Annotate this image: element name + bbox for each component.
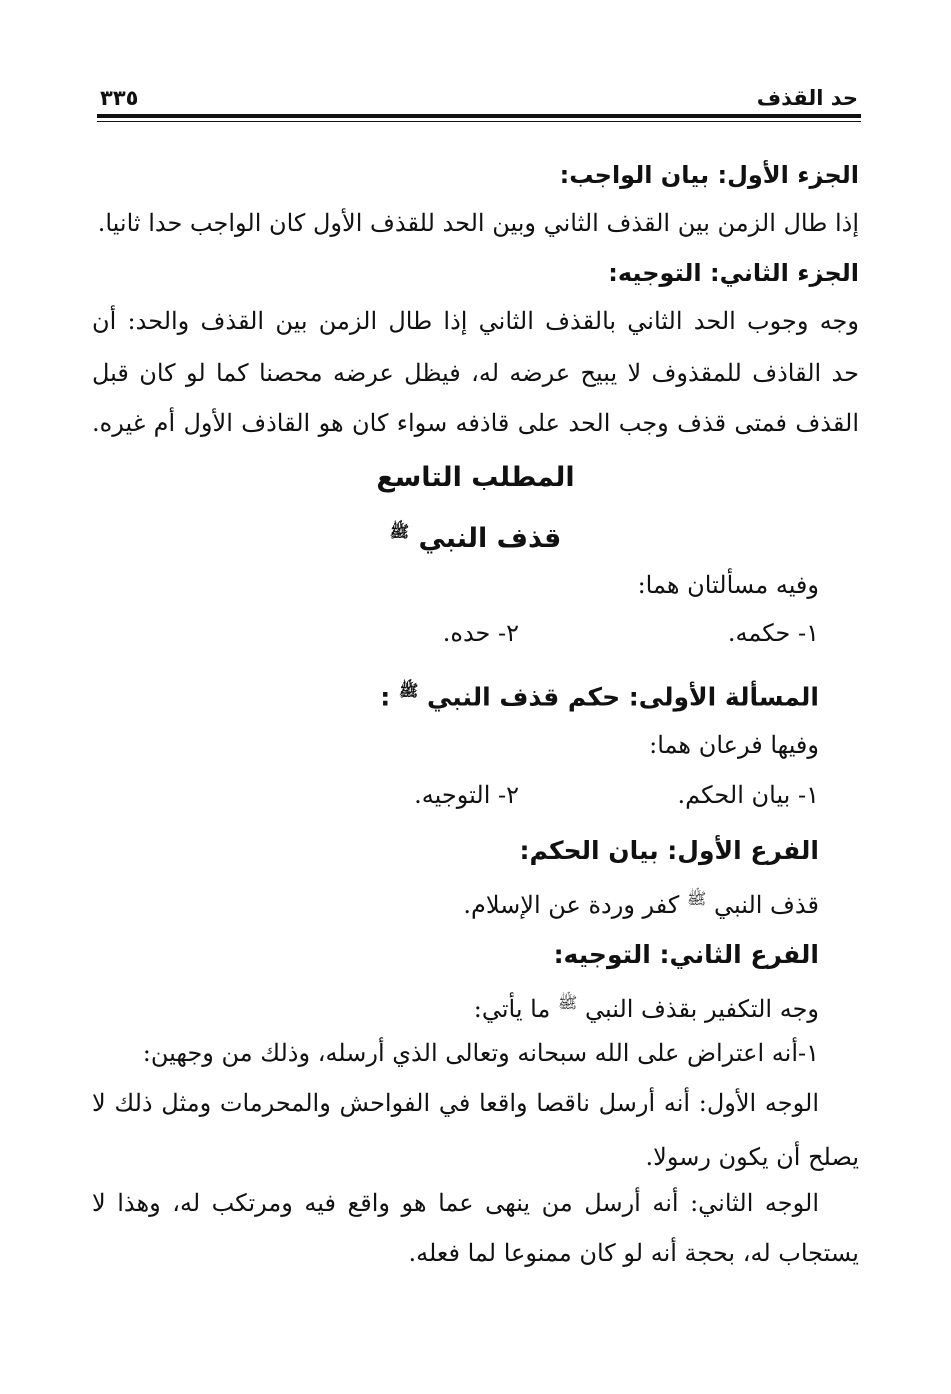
honorific-glyph: ﷺ [389,522,410,541]
branch1-text-b: كفر وردة عن الإسلام. [463,891,680,919]
branch1-heading: الفرع الأول: بيان الحكم: [519,836,819,865]
issue1-heading-colon: : [380,682,391,712]
issue1-heading [92,674,819,714]
face2-line-1: الوجه الثاني: أنه أرسل من ينهى عما هو واقع فيه ومرتكب له، وهذا لا [92,1189,819,1217]
header-rule-thick [97,114,861,118]
branch2-intro-b: ما يأتي: [473,995,551,1023]
point-1: ١-أنه اعتراض على الله سبحانه وتعالى الذي أرسله، وذلك من وجهين: [142,1039,819,1067]
part2-line-2: حد القاذف للمقذوف لا يبيح عرضه له، فيظل عرضه محصنا كما لو كان قبل [92,359,859,387]
section-intro: وفيه مسألتان هما: [637,571,819,599]
branch1-text [92,882,819,922]
branch2-intro [92,986,819,1026]
part2-heading: الجزء الثاني: التوجيه: [608,259,859,287]
issue1-intro: وفيها فرعان هما: [649,731,819,759]
section-item-2: ٢- حده. [442,619,519,647]
part1-text: إذا طال الزمن بين القذف الثاني وبين الحد للقذف الأول كان الواجب حدا ثانيا. [97,209,859,237]
branch2-intro-a: وجه التكفير بقذف النبي [584,995,819,1023]
honorific-glyph: ﷺ [398,681,419,700]
section-item-1: ١- حكمه. [727,619,819,647]
running-header [98,84,860,112]
page-number: ٣٣٥ [100,86,139,110]
face1-line-2: يصلح أن يكون رسولا. [645,1143,859,1171]
header-rule-thin [97,121,861,122]
issue1-heading-text: المسألة الأولى: حكم قذف النبي [427,682,819,712]
honorific-glyph: ﷺ [557,993,578,1012]
branch2-heading: الفرع الثاني: التوجيه: [553,940,819,969]
branch1-text-a: قذف النبي [713,891,819,919]
issue1-item-2: ٢- التوجيه. [414,781,519,809]
part2-line-1: وجه وجوب الحد الثاني بالقذف الثاني إذا طال الزمن بين القذف والحد: أن [92,307,859,335]
part1-heading: الجزء الأول: بيان الواجب: [559,161,859,189]
issue1-item-1: ١- بيان الحكم. [677,781,819,809]
section-subheading-text: قذف النبي [418,523,562,554]
face1-line-1: الوجه الأول: أنه أرسل ناقصا واقعا في الفواحش والمحرمات ومثل ذلك لا [92,1089,819,1117]
section-heading: المطلب التاسع [376,462,575,493]
part2-line-3: القذف فمتى قذف وجب الحد على قاذفه سواء كان هو القاذف الأول أم غيره. [92,409,859,437]
honorific-glyph: ﷺ [686,889,707,908]
header-title: حد القذف [756,86,858,110]
section-subheading [0,512,951,559]
face2-line-2: يستجاب له، بحجة أنه لو كان ممنوعا لما فعله. [408,1239,859,1267]
